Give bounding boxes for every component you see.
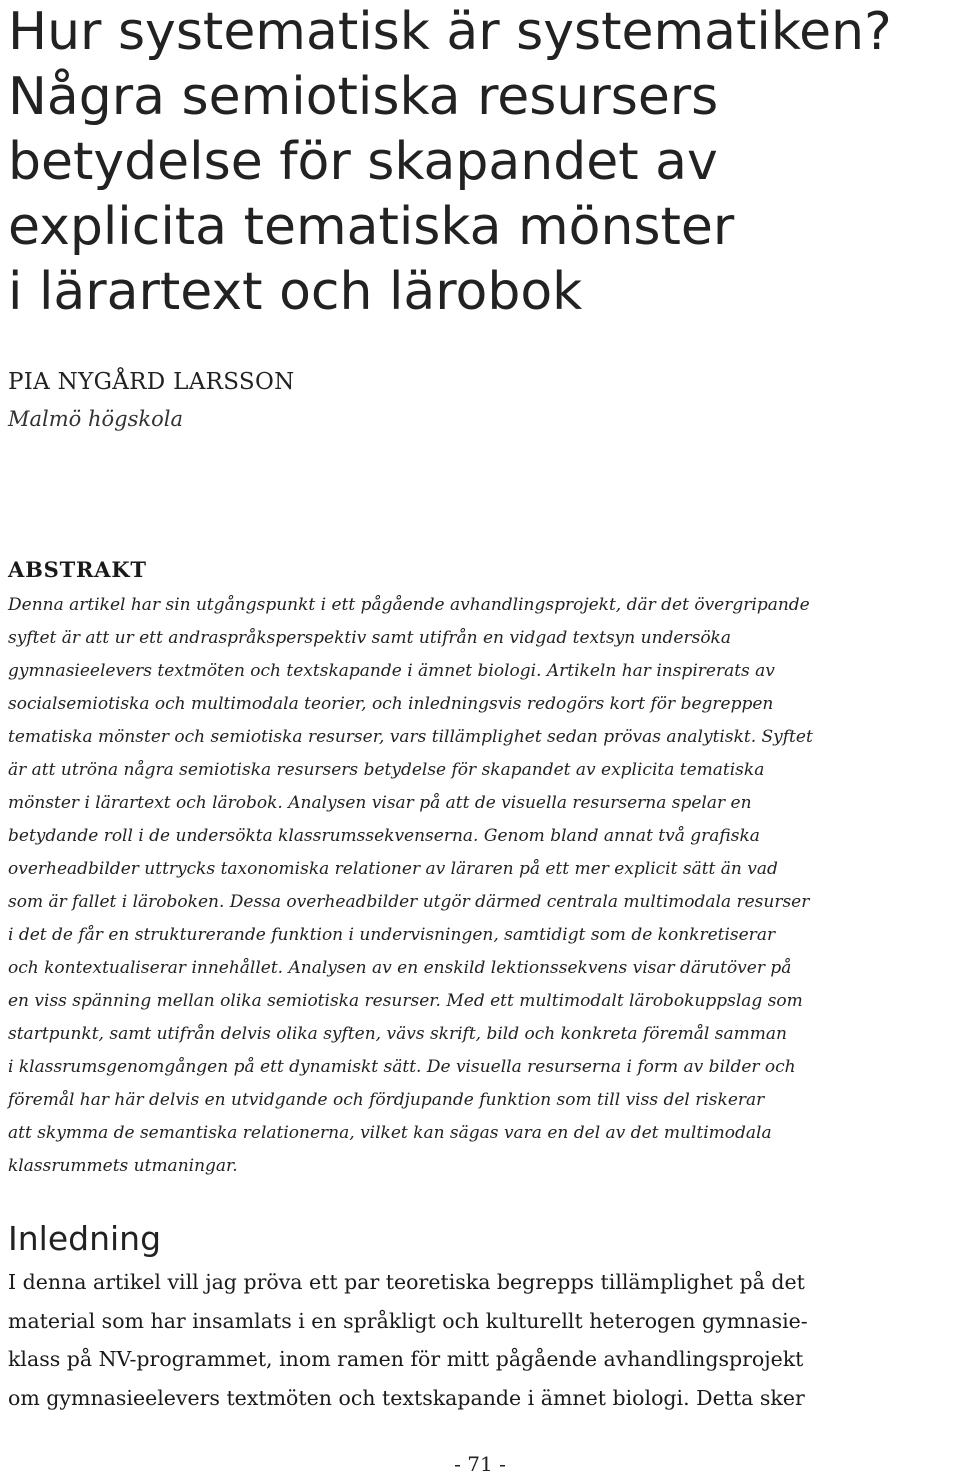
abstract-line: gymnasieelevers textmöten och textskapande i ämnet biologi. Artikeln har inspirerats av xyxy=(8,661,775,681)
abstract-line: tematiska mönster och semiotiska resurser, vars tillämplighet sedan prövas analytiskt. Syftet xyxy=(8,727,813,747)
title-line: Hur systematisk är systematiken? xyxy=(8,2,892,62)
abstract-line: startpunkt, samt utifrån delvis olika syften, vävs skrift, bild och konkreta föremål samman xyxy=(8,1024,787,1044)
abstract-text xyxy=(8,589,953,1183)
title-line: i lärartext och lärobok xyxy=(8,262,583,322)
body-line: klass på NV-programmet, inom ramen för mitt pågående avhandlingsprojekt xyxy=(8,1347,804,1371)
body-line: I denna artikel vill jag pröva ett par teoretiska begrepps tillämplighet på det xyxy=(8,1270,805,1294)
abstract-line: en viss spänning mellan olika semiotiska resurser. Med ett multimodalt lärobokuppslag som xyxy=(8,991,803,1011)
abstract-line: föremål har här delvis en utvidgande och fördjupande funktion som till viss del riskerar xyxy=(8,1090,765,1110)
abstract-line: och kontextualiserar innehållet. Analysen av en enskild lektionssekvens visar därutöver på xyxy=(8,958,792,978)
section-heading: Inledning xyxy=(8,1219,162,1258)
abstract-line: socialsemiotiska och multimodala teorier, och inledningsvis redogörs kort för begreppen xyxy=(8,694,774,714)
article-title xyxy=(8,0,953,325)
abstract-line: är att utröna några semiotiska resursers betydelse för skapandet av explicita tematiska xyxy=(8,760,765,780)
abstract-line: i klassrumsgenomgången på ett dynamiskt sätt. De visuella resurserna i form av bilder och xyxy=(8,1057,796,1077)
page-number: - 71 - xyxy=(454,1452,506,1476)
author-affiliation: Malmö högskola xyxy=(8,407,183,431)
abstract-heading: ABSTRAKT xyxy=(8,557,147,582)
abstract-line: betydande roll i de undersökta klassrumssekvenserna. Genom bland annat två grafiska xyxy=(8,826,760,846)
abstract-line: i det de får en strukturerande funktion i undervisningen, samtidigt som de konkretiserar xyxy=(8,925,776,945)
section-body xyxy=(8,1263,958,1417)
abstract-line: som är fallet i läroboken. Dessa overheadbilder utgör därmed centrala multimodala resurser xyxy=(8,892,810,912)
abstract-line: mönster i lärartext och lärobok. Analysen visar på att de visuella resurserna spelar en xyxy=(8,793,752,813)
abstract-line: syftet är att ur ett andraspråksperspektiv samt utifrån en vidgad textsyn undersöka xyxy=(8,628,731,648)
title-line: betydelse för skapandet av xyxy=(8,132,718,192)
body-line: material som har insamlats i en språkligt och kulturellt heterogen gymnasie- xyxy=(8,1308,808,1333)
author-name: PIA NYGÅRD LARSSON xyxy=(8,369,295,395)
abstract-line: Denna artikel har sin utgångspunkt i ett pågående avhandlingsprojekt, där det övergripande xyxy=(8,595,810,615)
abstract-line: att skymma de semantiska relationerna, vilket kan sägas vara en del av det multimodala xyxy=(8,1123,772,1143)
title-line: Några semiotiska resursers xyxy=(8,67,719,127)
abstract-line: overheadbilder uttrycks taxonomiska relationer av läraren på ett mer explicit sätt än vad xyxy=(8,859,778,879)
title-line: explicita tematiska mönster xyxy=(8,197,735,257)
body-line: om gymnasieelevers textmöten och textskapande i ämnet biologi. Detta sker xyxy=(8,1385,805,1410)
abstract-line: klassrummets utmaningar. xyxy=(8,1156,238,1176)
